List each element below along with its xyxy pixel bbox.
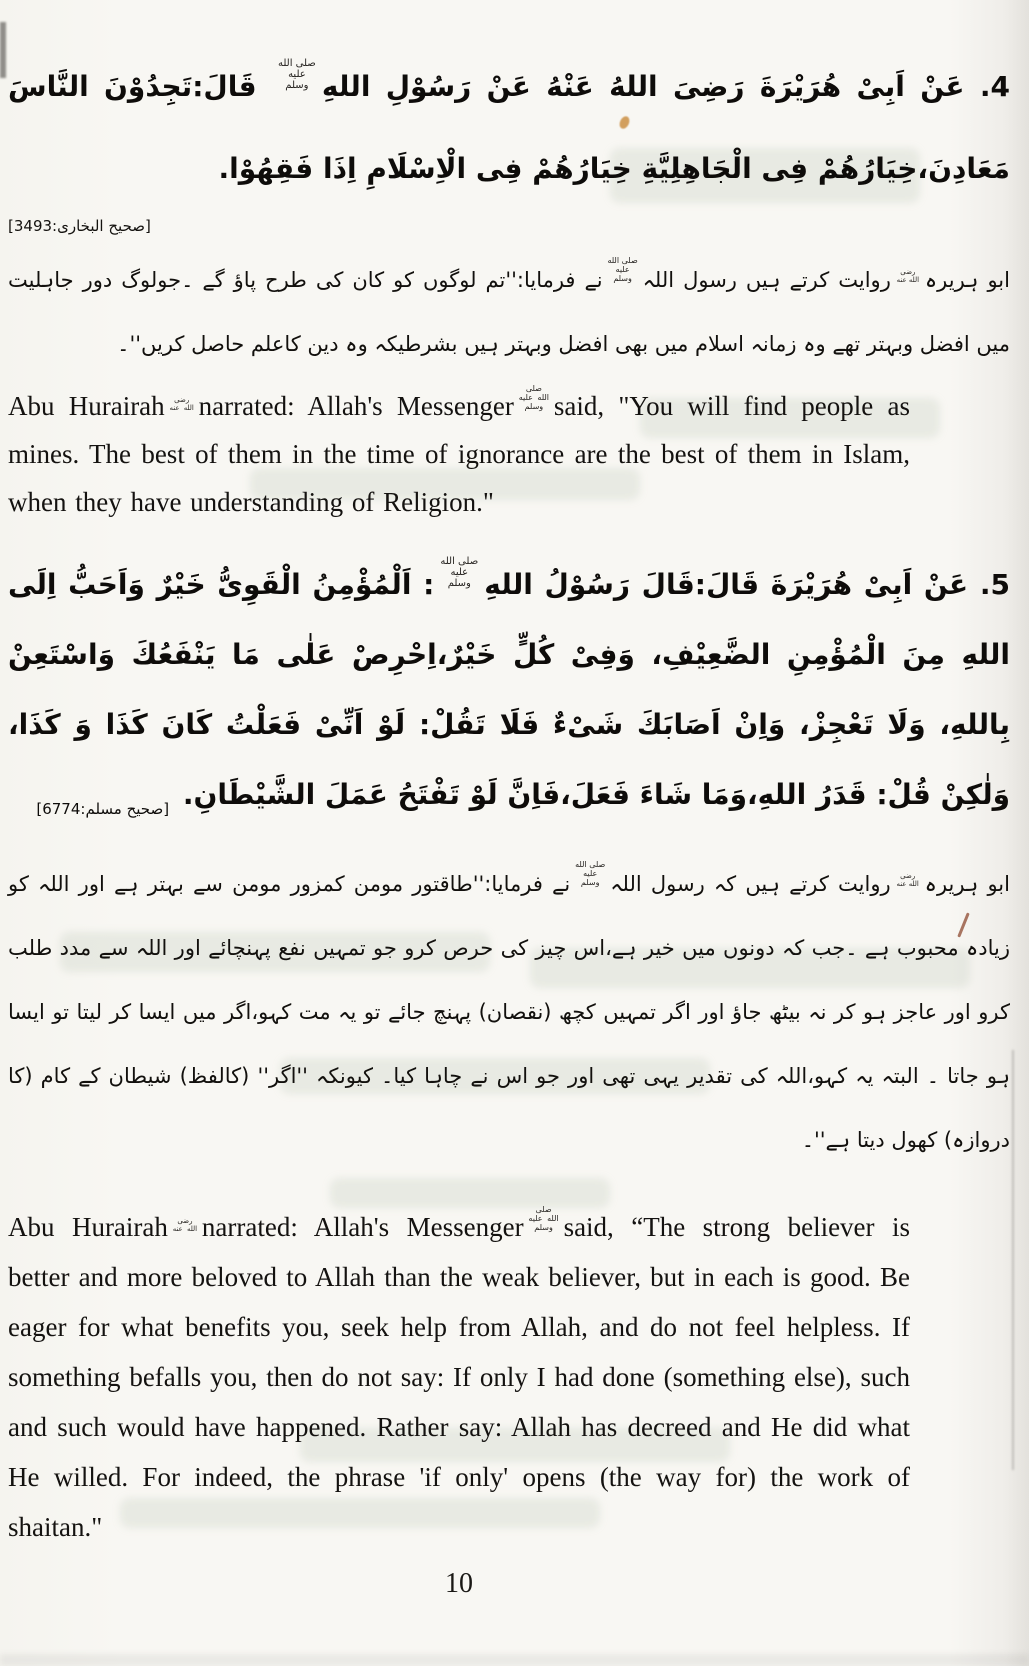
page-content	[8, 0, 1013, 1552]
radiallahu-anhu-icon: رضى الله عنه	[169, 396, 194, 412]
hadith-5-reference: [صحيح مسلم:6774]	[36, 800, 170, 818]
hadith-4-reference: [صحيح البخارى:3493]	[8, 217, 151, 235]
hadith-4-matn: قَالَ:تَجِدُوْنَ النَّاسَ مَعَادِنَ،خِيَارُهُمْ فِى الْجَاهِلِيَّةِ خِيَارُهُمْ فِى الْاِسْلَامِ اِذَا فَقِهُوْا.	[8, 70, 1010, 185]
hadith-4-arabic-text	[8, 46, 1010, 210]
urdu-narration-body: نے فرمایا:''طاقتور مومن کمزور مومن سے بہتر ہے اور اللہ کو زیادہ محبوب ہے ۔جب کہ دونوں میں خیر ہے،اس چیز کی حرص کرو جو تمہیں نفع پہنچائے اور اللہ سے مدد طلب کرو اور عاجز ہو کر نہ بیٹھ جاؤ اور اگر تمہیں کچھ (نقصان) پہنچ جائے تو یہ مت کہو،اگر میں ایسا کر لیتا تو ایسا ہو جاتا ۔ البتہ یہ کہو،اللہ کی تقدیر یہی تھی اور جو اس نے چاہا کیا۔ کیونکہ ''اگر'' (کالفظ) شیطان کے کام (کا دروازہ) کھول دیتا ہے''۔	[8, 872, 1010, 1152]
hadith-5-urdu-translation	[8, 852, 1010, 1172]
english-narration-lead: narrated: Allah's Messenger	[198, 391, 514, 421]
page-edge-line	[1012, 1050, 1014, 1470]
hadith-5-english-translation	[8, 1202, 910, 1552]
english-narration-body: said, “The strong believer is better and more beloved to Allah than the weak believer, but in each is good. Be eager for what benefits you, seek help from Allah, and do not feel helpless. If something befalls you, then do not say: If only I had done (something else), such and such would have happened. Rather say: Allah has decreed and He did what He willed. For indeed, the phrase 'if only' opens (the way for) the work of shaitan."	[8, 1212, 910, 1542]
scan-edge-mark	[0, 22, 6, 78]
urdu-narration-lead: روایت کرتے ہیں کہ رسول اللہ	[610, 872, 891, 896]
hadith-4-number-and-isnad: 4. عَنْ اَبِىْ هُرَيْرَةَ رَضِىَ اللهُ عَنْهُ عَنْ رَسُوْلِ اللهِ	[321, 70, 1011, 103]
english-narrator-name: Abu Hurairah	[8, 1212, 168, 1242]
sallallahu-alayhi-wasallam-icon: صلى الله عليه وسلم	[277, 58, 316, 91]
sallallahu-alayhi-wasallam-icon: صلى الله عليه وسلم	[607, 256, 638, 283]
radiallahu-anhu-icon: رضى الله عنه	[896, 872, 919, 888]
urdu-narration-lead: روایت کرتے ہیں رسول اللہ	[642, 268, 891, 292]
urdu-narrator-name: ابو ہریرہ	[924, 872, 1010, 896]
sallallahu-alayhi-wasallam-icon: صلى الله عليه وسلم	[518, 384, 549, 411]
radiallahu-anhu-icon: رضى الله عنه	[896, 268, 920, 284]
hadith-5-number-and-isnad: 5. عَنْ اَبِىْ هُرَيْرَةَ قَالَ:قَالَ رَسُوْلُ اللهِ	[484, 568, 1010, 601]
sallallahu-alayhi-wasallam-icon: صلى الله عليه وسلم	[528, 1205, 559, 1232]
page-number: 10	[445, 1568, 473, 1599]
sallallahu-alayhi-wasallam-icon: صلى الله عليه وسلم	[440, 556, 479, 589]
english-narration-body: said, "You will find people as mines. The best of them in the time of ignorance are the best of them in Islam, when they have understanding of Religion."	[8, 391, 910, 517]
hadith-5-arabic-text	[8, 550, 1010, 844]
hadith-4-urdu-translation	[8, 248, 1010, 376]
urdu-narrator-name: ابو ہریرہ	[924, 268, 1010, 292]
hadith-4-english-translation	[8, 382, 910, 526]
english-narration-lead: narrated: Allah's Messenger	[201, 1212, 524, 1242]
scan-bottom-shadow	[0, 1654, 1029, 1666]
hadith-5-matn: : اَلْمُؤْمِنُ الْقَوِىُّ خَيْرٌ وَاَحَبُّ اِلَى اللهِ مِنَ الْمُؤْمِنِ الضَّعِيْفِ، وَفِىْ كُلٍّ خَيْرٌ،اِحْرِصْ عَلٰى مَا يَنْفَعُكَ وَاسْتَعِنْ بِاللهِ، وَلَا تَعْجِزْ، وَاِنْ اَصَابَكَ شَىْءٌ فَلَا تَقُلْ: لَوْ اَنِّىْ فَعَلْتُ كَانَ كَذَا وَ كَذَا، وَلٰكِنْ قُلْ: قَدَرُ اللهِ،وَمَا شَاءَ فَعَلَ،فَاِنَّ لَوْ تَفْتَحُ عَمَلَ الشَّيْطَانِ.	[8, 568, 1010, 811]
english-narrator-name: Abu Hurairah	[8, 391, 165, 421]
urdu-narration-body: نے فرمایا:''تم لوگوں کو کان کی طرح پاؤ گے ۔جولوگ دور جاہلیت میں افضل وبہتر تھے وہ زمانہ اسلام میں بھی افضل وبہتر ہیں بشرطیکہ وہ دین کاعلم حاصل کریں''۔	[8, 268, 1010, 356]
radiallahu-anhu-icon: رضى الله عنه	[172, 1217, 198, 1233]
sallallahu-alayhi-wasallam-icon: صلى الله عليه وسلم	[575, 860, 606, 887]
